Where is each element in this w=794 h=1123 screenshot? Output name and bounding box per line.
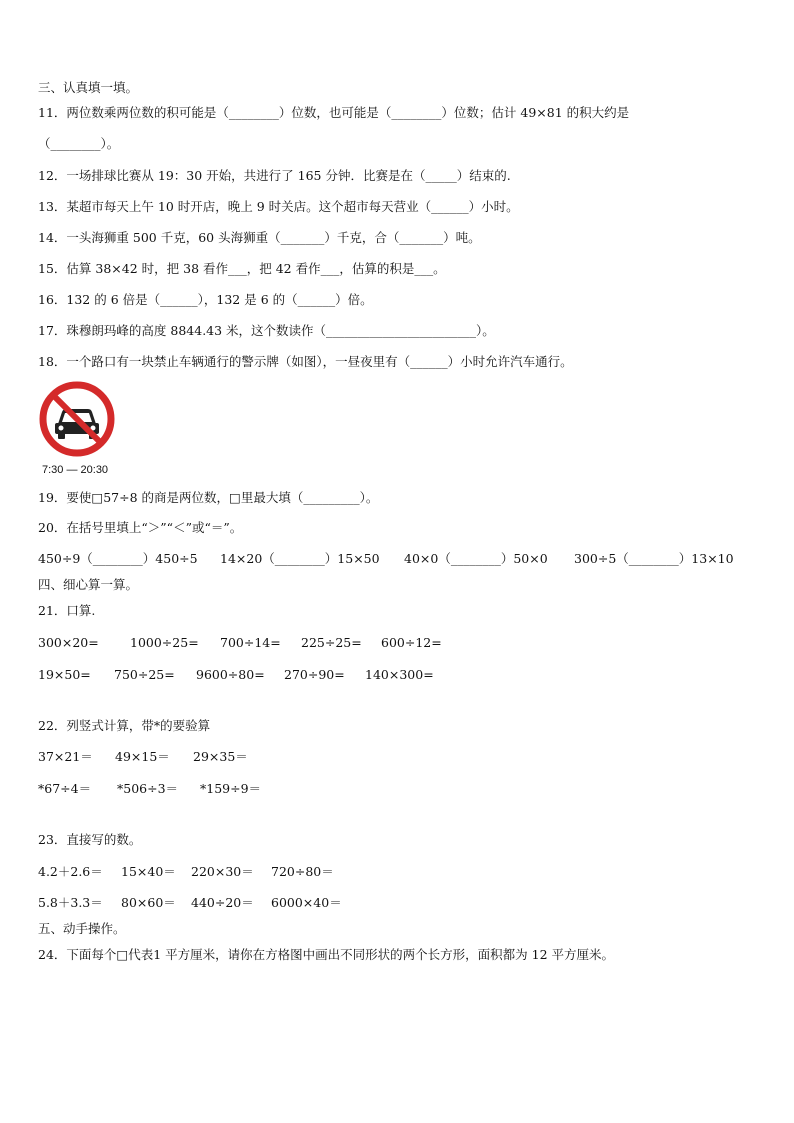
oral-calc-item: 1000÷25=: [130, 635, 199, 650]
section-title-hands-on: 五、动手操作。: [38, 921, 126, 936]
direct-calc-item: 440÷20＝: [191, 895, 254, 910]
direct-calc-item: 4.2＋2.6＝: [38, 864, 103, 879]
compare-item: 40×0（________）50×0: [404, 551, 548, 566]
vertical-calc-item: 49×15＝: [115, 749, 170, 764]
question-12: 12．一场排球比赛从 19：30 开始，共进行了 165 分钟．比赛是在（_____）结束的.: [38, 168, 511, 183]
section-title-fill-in: 三、认真填一填。: [38, 80, 139, 95]
compare-item: 14×20（________）15×50: [220, 551, 380, 566]
oral-calc-item: 600÷12=: [381, 635, 442, 650]
question-21: 21．口算.: [38, 603, 96, 618]
compare-item: 450÷9（________）450÷5: [38, 551, 198, 566]
oral-calc-item: 9600÷80=: [196, 667, 265, 682]
direct-calc-item: 80×60＝: [121, 895, 176, 910]
oral-calc-item: 19×50=: [38, 667, 91, 682]
no-cars-sign-icon: [38, 380, 116, 458]
vertical-calc-item: *506÷3＝: [117, 781, 179, 796]
direct-calc-item: 5.8＋3.3＝: [38, 895, 103, 910]
direct-calc-item: 720÷80＝: [271, 864, 334, 879]
question-22: 22．列竖式计算，带*的要验算: [38, 718, 211, 733]
question-18: 18．一个路口有一块禁止车辆通行的警示牌（如图），一昼夜里有（______）小时允许汽车通行。: [38, 354, 573, 369]
direct-calc-item: 220×30＝: [191, 864, 254, 879]
question-16: 16．132 的 6 倍是（______），132 是 6 的（______）倍。: [38, 292, 373, 307]
vertical-calc-item: 37×21＝: [38, 749, 93, 764]
question-23: 23．直接写的数。: [38, 832, 142, 847]
oral-calc-item: 270÷90=: [284, 667, 345, 682]
vertical-calc-item: *159÷9＝: [200, 781, 262, 796]
question-15: 15．估算 38×42 时，把 38 看作___，把 42 看作___，估算的积是___。: [38, 261, 446, 276]
oral-calc-item: 225÷25=: [301, 635, 362, 650]
question-19: 19．要使□57÷8 的商是两位数，□里最大填（_________）。: [38, 490, 379, 505]
vertical-calc-item: *67÷4＝: [38, 781, 92, 796]
question-17: 17．珠穆朗玛峰的高度 8844.43 米，这个数读作（________________________）。: [38, 323, 495, 338]
compare-item: 300÷5（________）13×10: [574, 551, 734, 566]
oral-calc-item: 750÷25=: [114, 667, 175, 682]
section-title-calculate: 四、细心算一算。: [38, 577, 139, 592]
oral-calc-item: 700÷14=: [220, 635, 281, 650]
question-11-line-1: 11．两位数乘两位数的积可能是（________）位数，也可能是（________）位数；估计 49×81 的积大约是: [38, 105, 630, 120]
question-14: 14．一头海狮重 500 千克，60 头海狮重（_______）千克，合（_______）吨。: [38, 230, 481, 245]
vertical-calc-item: 29×35＝: [193, 749, 248, 764]
oral-calc-item: 300×20=: [38, 635, 99, 650]
question-11-line-2: （________）。: [38, 136, 120, 151]
direct-calc-item: 15×40＝: [121, 864, 176, 879]
question-13: 13．某超市每天上午 10 时开店，晚上 9 时关店。这个超市每天营业（______）小时。: [38, 199, 519, 214]
direct-calc-item: 6000×40＝: [271, 895, 342, 910]
question-24: 24．下面每个□代表1 平方厘米，请你在方格图中画出不同形状的两个长方形，面积都为 12 平方厘米。: [38, 947, 614, 962]
question-20: 20．在括号里填上“＞”“＜”或“＝”。: [38, 520, 243, 535]
oral-calc-item: 140×300=: [365, 667, 434, 682]
sign-time-caption: 7:30 — 20:30: [42, 464, 109, 476]
